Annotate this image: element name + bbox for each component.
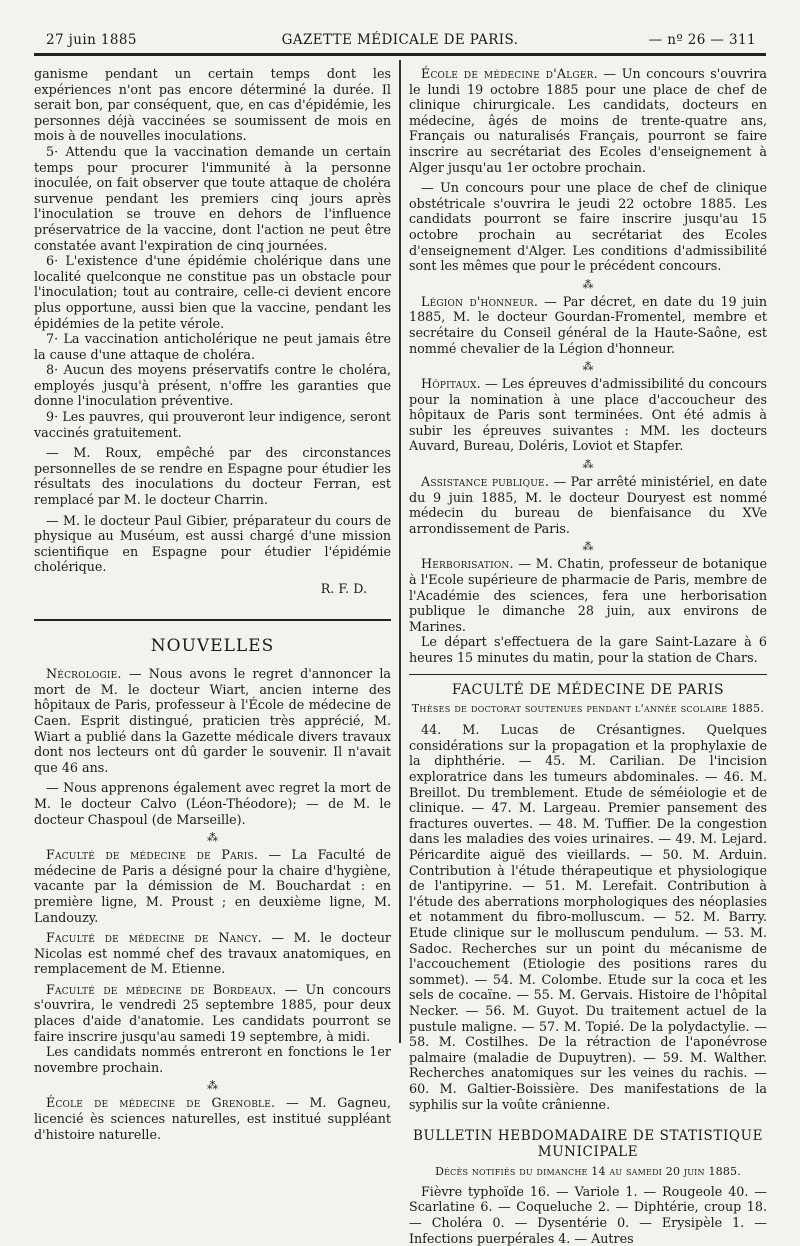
header-issue: — nº 26 — 311 [648,32,756,48]
news-body: — M. Gagneu, licencié ès sciences naturelles, est institué suppléant d'histoire naturelle. [34,1095,391,1142]
news-item: Les candidats nommés entreront en fonctions le 1er novembre prochain. [34,1044,391,1075]
news-heading: Légion d'honneur. [421,293,539,309]
section-rule [34,619,391,621]
news-item [409,294,767,356]
paragraph: 9· Les pauvres, qui prouveront leur indigence, seront vaccinés gratuitement. [34,409,391,440]
theses-list: 44. M. Lucas de Crésantignes. Quelques considérations sur la propagation et la prophylaxie de la diphthérie. — 45. M. Carilian. De l'incision exploratrice dans les tumeurs abdominales. — 46. M. Breillot. Du tremblement. Etude de séméiologie et de clinique. — 47. M. Largeau. Premier pansement des fractures ouvertes. — 48. M. Tuffier. De la congestion dans les maladies des voies urinaires. — 49. M. Lejard. Péricardite aiguë des vieillards. — 50. M. Arduin. Contribution à l'étude thérapeutique et physiologique de l'antipyrine. — 51. M. Lerefait. Contribution à l'étude des aberrations morphologiques des néoplasies et notamment du fibro-molluscum. — 52. M. Barry. Etude clinique sur le molluscum pendulum. — 53. M. Sadoc. Recherches sur un point du mécanisme de l'accouchement (Etiologie des positions rares du sommet). — 54. M. Colombe. Etude sur la coca et les sels de cocaïne. — 55. M. Gervais. Histoire de l'hôpital Necker. — 56. M. Guyot. Du traitement actuel de la pustule maligne. — 57. M. Topié. De la polydactylie. — 58. M. Costilhes. De la rétraction de l'aponévrose palmaire (maladie de Dupuytren). — 59. M. Walther. Recherches anatomiques sur les veines du rachis. — 60. M. Galtier-Boissière. Des manifestations de la syphilis sur la voûte crânienne. [409,722,767,1112]
news-item [34,666,391,775]
news-heading: École de médecine d'Alger. [421,66,598,81]
news-item [409,66,767,175]
news-item [409,376,767,454]
left-column [34,66,392,1142]
news-heading: Nécrologie. [46,666,122,682]
header-title: GAZETTE MÉDICALE DE PARIS. [281,32,519,48]
news-item: Le départ s'effectuera de la gare Saint-Lazare à 6 heures 15 minutes du matin, pour la station de Chars. [409,634,767,665]
separator-stars: ⁂ [207,831,218,845]
separator-stars: ⁂ [582,540,594,554]
bulletin-title: BULLETIN HEBDOMADAIRE DE STATISTIQUE MUNICIPALE [412,1128,764,1161]
news-heading: Hôpitaux. [421,376,481,392]
news-body: — Un concours s'ouvrira le lundi 19 octobre 1885 pour une place de chef de clinique chirurgicale. Les candidats, docteurs en médecine, âgés de moins de trente-quatre ans, Français ou naturalisés Français, pourront se faire inscrire au secrétariat des Ecoles d'enseignement à Alger jusqu'au 1er octobre prochain. [409,66,767,175]
news-body: — Par décret, en date du 19 juin 1885, M. le docteur Gourdan-Fromentel, membre et secrétaire du Conseil général de la Haute-Saône, est nommé chevalier de la Légion d'honneur. [409,293,767,356]
news-heading: Assistance publique. [421,474,550,490]
paragraph: 5· Attendu que la vaccination demande un certain temps pour procurer l'immunité à la personne inoculée, on fait observer que toute attaque de choléra survenue pendant les premiers cinq jours après l'inoculation se trouve en dehors de l'influence préservatrice de la vaccine, dont l'action ne peut être constatée avant l'expiration de cinq journées. [34,143,391,253]
signature: R. F. D. [320,581,367,596]
paragraph: 6· L'existence d'une épidémie cholérique dans une localité quelconque ne constitue pas un obstacle pour l'inoculation; tout au contraire, celle-ci devient encore plus opportune, aussi bien que la vaccine, pendant les épidémies de la petite vérole. [34,253,391,331]
separator-stars: ⁂ [582,458,594,472]
bulletin-subtitle: Décès notifiés du dimanche 14 au samedi 20 juin 1885. [435,1165,741,1179]
news-body: — M. Chatin, professeur de botanique à l'Ecole supérieure de pharmacie de Paris, membre de l'Académie des sciences, fera une herborisation publique le dimanche 28 juin, aux environs de Marines. [409,556,767,634]
news-body: — Par arrêté ministériel, en date du 9 juin 1885, M. le docteur Douryest est nommé médecin du bureau de bienfaisance du XVe arrondissement de Paris. [409,474,767,536]
news-heading: Faculté de médecine de Bordeaux. [46,981,277,997]
right-column [409,66,767,1246]
news-item [34,930,391,977]
news-heading: École de médecine de Grenoble. [46,1095,276,1111]
section-rule [409,674,767,676]
faculty-title: FACULTÉ DE MÉDECINE DE PARIS [451,682,725,699]
separator-stars: ⁂ [207,1079,218,1093]
nouvelles-title: NOUVELLES [150,635,275,656]
header-rule [34,53,766,56]
paragraph: ganisme pendant un certain temps dont les expériences n'ont pas encore déterminé la durée. Il serait bon, par conséquent, que, en cas d'épidémie, les personnes déjà vaccinées se soumissent de mois en mois à de nouvelles inoculations. [34,66,391,144]
news-body: — La Faculté de médecine de Paris a désigné pour la chaire d'hygiène, vacante par la démission de M. Bouchardat : en première ligne, M. Proust ; en deuxième ligne, M. Landouzy. [34,847,391,925]
paragraph: — M. le docteur Paul Gibier, préparateur du cours de physique au Muséum, est aussi chargé d'une mission scientifique en Espagne pour étudier l'épidémie cholérique. [34,512,391,575]
news-heading: Herborisation. [421,556,514,572]
news-body: — M. le docteur Nicolas est nommé chef des travaux anatomiques, en remplacement de M. Etienne. [34,930,392,977]
news-body: — Un concours s'ouvrira, le vendredi 25 septembre 1885, pour deux places d'aide d'anatomie. Les candidats pourront se faire inscrire jusqu'au samedi 19 septembre, à midi. [34,981,391,1044]
bulletin-body: Fièvre typhoïde 16. — Variole 1. — Rougeole 40. — Scarlatine 6. — Coqueluche 2. — Diphtérie, croup 18. — Choléra 0. — Dysentérie 0. — Erysipèle 1. — Infections puerpérales 4. — Autres [409,1183,767,1246]
faculty-subtitle: Thèses de doctorat soutenues pendant l'année scolaire 1885. [411,701,765,715]
news-item [409,474,767,536]
news-body: — Les épreuves d'admissibilité du concours pour la nomination à une place d'accoucheur des hôpitaux de Paris sont terminées. Ont été admis à subir les épreuves suivantes : MM. les docteurs Auvard, Bureau, Doléris, Loviot et Stapfer. [409,376,767,454]
news-item [34,847,391,925]
news-body: — Nous avons le regret d'annoncer la mort de M. le docteur Wiart, ancien interne des hôpitaux de Paris, professeur à l'École de médecine de Caen. Esprit distingué, praticien très apprécié, M. Wiart a publié dans la Gazette médicale divers travaux dont nos lecteurs ont dû garder le souvenir. Il n'avait que 46 ans. [34,666,391,775]
separator-stars: ⁂ [582,277,594,291]
news-item [34,1095,391,1142]
column-divider [399,60,401,1043]
news-item [34,982,391,1044]
separator-stars: ⁂ [582,360,594,374]
news-item: — Un concours pour une place de chef de clinique obstétricale s'ouvrira le jeudi 22 octobre 1885. Les candidats pourront se faire inscrire jusqu'au 15 octobre prochain au secrétariat des Ecoles d'enseignement d'Alger. Les conditions d'admissibilité sont les mêmes que pour le précédent concours. [409,180,767,274]
news-item: — Nous apprenons également avec regret la mort de M. le docteur Calvo (Léon-Théodore); — de M. le docteur Chaspoul (de Marseille). [34,780,391,827]
paragraph: — M. Roux, empêché par des circonstances personnelles de se rendre en Espagne pour étudier les résultats des inoculations du docteur Ferran, est remplacé par M. le docteur Charrin. [34,445,391,508]
header-date: 27 juin 1885 [46,32,137,48]
paragraph: 7· La vaccination anticholérique ne peut jamais être la cause d'une attaque de choléra. [34,331,391,362]
paragraph: 8· Aucun des moyens préservatifs contre le choléra, employés jusqu'à présent, n'offre les garanties que donne l'inoculation préventive. [34,362,391,409]
news-item [409,556,767,634]
news-heading: Faculté de médecine de Paris. [46,847,259,863]
news-heading: Faculté de médecine de Nancy. [46,930,262,946]
